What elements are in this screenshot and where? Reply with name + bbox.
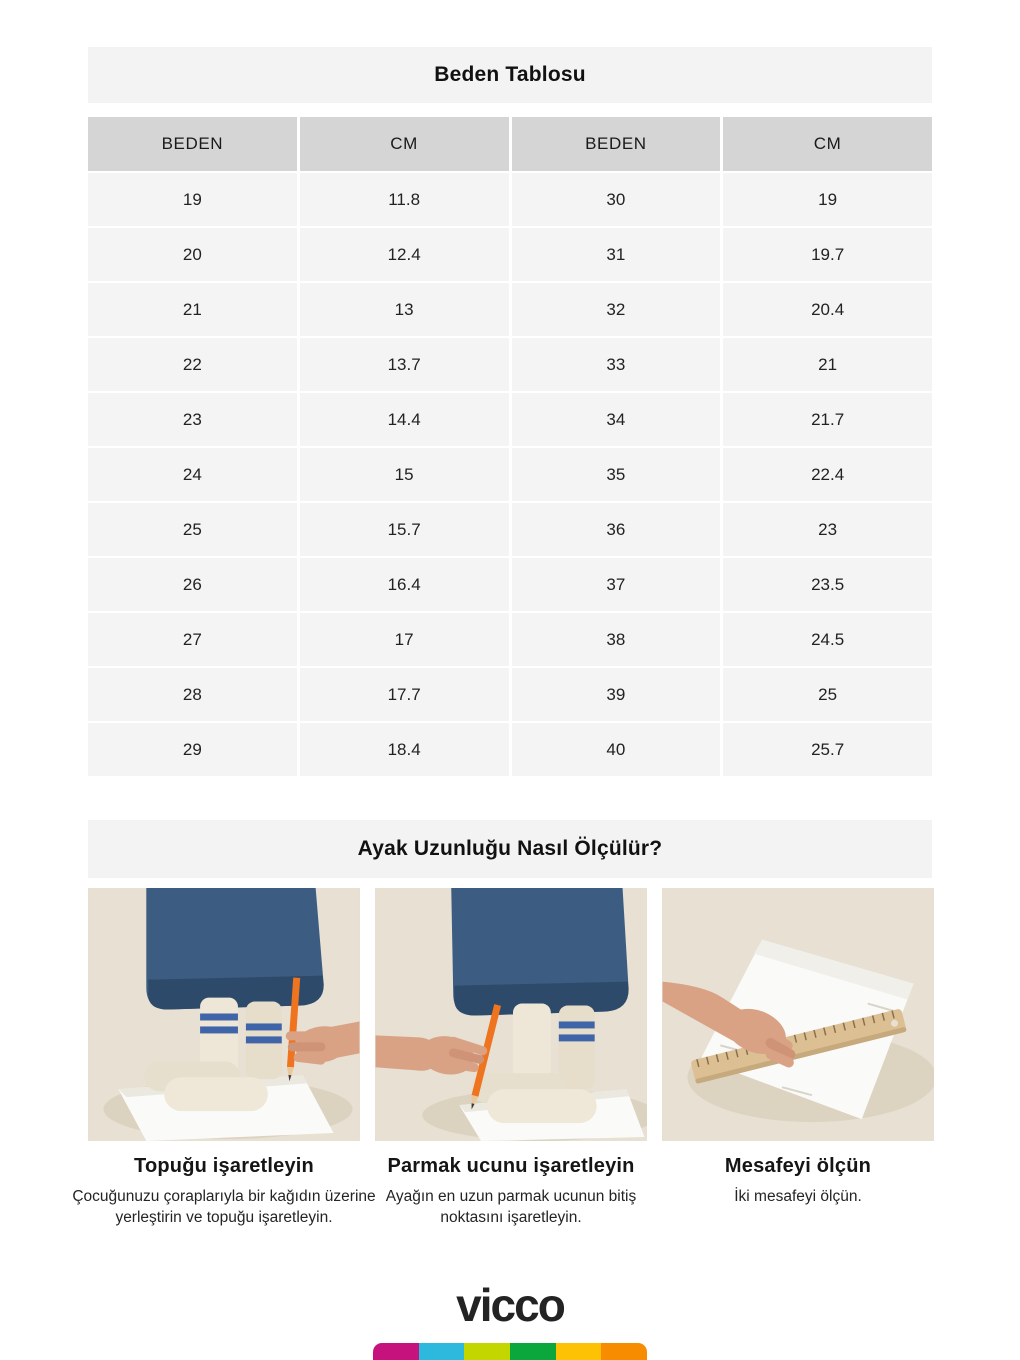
size-table-cell: 28 bbox=[88, 668, 297, 721]
size-table-cell: 22.4 bbox=[723, 448, 932, 501]
measure-section-title: Ayak Uzunluğu Nasıl Ölçülür? bbox=[357, 837, 663, 860]
step-measure-distance bbox=[662, 888, 934, 1207]
size-table-cell: 23 bbox=[723, 503, 932, 556]
size-table-cell: 20 bbox=[88, 228, 297, 281]
size-table-header-cell: CM bbox=[300, 117, 509, 171]
size-table-cell: 13 bbox=[300, 283, 509, 336]
size-table-section-band bbox=[88, 47, 932, 103]
step-description: Çocuğunuzu çoraplarıyla bir kağıdın üzerine yerleştirin ve topuğu işaretleyin. bbox=[72, 1188, 376, 1227]
size-table-header-cell: BEDEN bbox=[88, 117, 297, 171]
size-table-cell: 17.7 bbox=[300, 668, 509, 721]
size-table-cell: 25 bbox=[723, 668, 932, 721]
brand-bar-segment-3 bbox=[510, 1343, 556, 1360]
brand-bar-segment-1 bbox=[419, 1343, 465, 1360]
size-table-title: Beden Tablosu bbox=[434, 63, 586, 86]
size-table-cell: 24 bbox=[88, 448, 297, 501]
size-table-cell: 30 bbox=[512, 173, 721, 226]
ruler-measuring-photo bbox=[662, 888, 934, 1141]
measure-section-band bbox=[88, 820, 932, 878]
size-table-cell: 15 bbox=[300, 448, 509, 501]
size-table-cell: 27 bbox=[88, 613, 297, 666]
size-table-cell: 21.7 bbox=[723, 393, 932, 446]
size-table-cell: 33 bbox=[512, 338, 721, 391]
size-table-header-cell: BEDEN bbox=[512, 117, 721, 171]
size-table-cell: 19 bbox=[723, 173, 932, 226]
heel-marking-photo bbox=[88, 888, 360, 1141]
brand-bar-segment-0 bbox=[373, 1343, 419, 1360]
step-caption bbox=[644, 1155, 952, 1207]
size-table-cell: 21 bbox=[88, 283, 297, 336]
size-table-cell: 26 bbox=[88, 558, 297, 611]
step-title: Topuğu işaretleyin bbox=[134, 1155, 314, 1177]
size-table-cell: 25.7 bbox=[723, 723, 932, 776]
brand-bar-segment-2 bbox=[464, 1343, 510, 1360]
size-table-cell: 19.7 bbox=[723, 228, 932, 281]
toe-marking-photo bbox=[375, 888, 647, 1141]
step-caption bbox=[357, 1155, 665, 1229]
step-title: Mesafeyi ölçün bbox=[724, 1155, 872, 1177]
heel-marking-illustration bbox=[88, 888, 360, 1141]
step-description: Ayağın en uzun parmak ucunun bitiş noktasını işaretleyin. bbox=[385, 1188, 637, 1227]
brand-color-bar bbox=[373, 1343, 647, 1360]
size-table-cell: 23 bbox=[88, 393, 297, 446]
size-table-cell: 39 bbox=[512, 668, 721, 721]
size-table-cell: 19 bbox=[88, 173, 297, 226]
size-table-cell: 36 bbox=[512, 503, 721, 556]
size-table-cell: 32 bbox=[512, 283, 721, 336]
ruler-measuring-illustration bbox=[662, 888, 934, 1141]
size-table-cell: 25 bbox=[88, 503, 297, 556]
size-table-cell: 17 bbox=[300, 613, 509, 666]
vicco-logo: vicco bbox=[456, 1279, 564, 1331]
size-table-cell: 29 bbox=[88, 723, 297, 776]
brand-bar-segment-5 bbox=[601, 1343, 647, 1360]
size-table-cell: 21 bbox=[723, 338, 932, 391]
toe-marking-illustration bbox=[375, 888, 647, 1141]
size-table-cell: 22 bbox=[88, 338, 297, 391]
size-table-cell: 13.7 bbox=[300, 338, 509, 391]
size-table-cell: 37 bbox=[512, 558, 721, 611]
size-table-cell: 20.4 bbox=[723, 283, 932, 336]
step-caption bbox=[70, 1155, 378, 1229]
size-table bbox=[88, 117, 932, 776]
size-table-header-cell: CM bbox=[723, 117, 932, 171]
size-table-cell: 38 bbox=[512, 613, 721, 666]
size-table-cell: 35 bbox=[512, 448, 721, 501]
size-table-cell: 23.5 bbox=[723, 558, 932, 611]
size-table-cell: 18.4 bbox=[300, 723, 509, 776]
step-mark-toe bbox=[375, 888, 647, 1229]
size-table-cell: 16.4 bbox=[300, 558, 509, 611]
size-table-cell: 40 bbox=[512, 723, 721, 776]
size-table-cell: 12.4 bbox=[300, 228, 509, 281]
size-table-cell: 24.5 bbox=[723, 613, 932, 666]
size-table-cell: 31 bbox=[512, 228, 721, 281]
step-mark-heel bbox=[72, 888, 376, 1229]
size-table-cell: 15.7 bbox=[300, 503, 509, 556]
step-title: Parmak ucunu işaretleyin bbox=[387, 1155, 635, 1177]
step-description: İki mesafeyi ölçün. bbox=[734, 1188, 862, 1205]
size-table-cell: 11.8 bbox=[300, 173, 509, 226]
size-table-cell: 14.4 bbox=[300, 393, 509, 446]
brand-bar-segment-4 bbox=[556, 1343, 602, 1360]
size-table-cell: 34 bbox=[512, 393, 721, 446]
